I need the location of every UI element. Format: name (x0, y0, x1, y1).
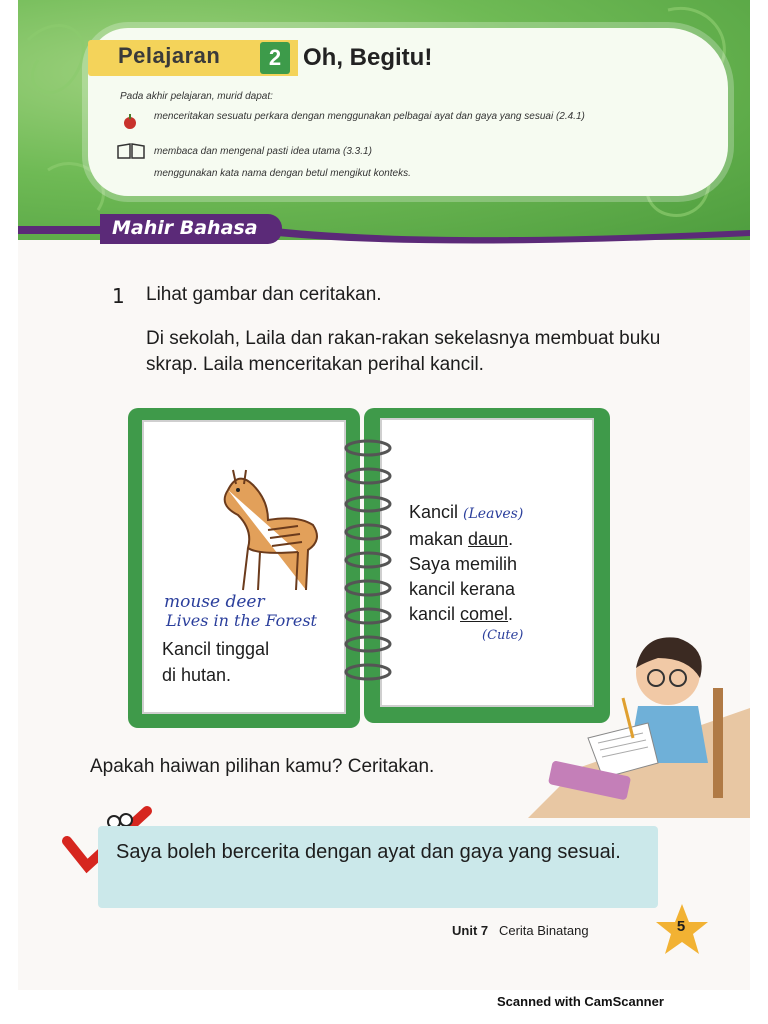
lesson-title: Oh, Begitu! (303, 44, 433, 71)
footer-unit-title: Cerita Binatang (498, 923, 589, 938)
left-text-line-2: di hutan. (162, 665, 232, 685)
question-number: 1 (112, 284, 125, 308)
objective-item-grammar: menggunakan kata nama dengan betul mengikut konteks. (154, 168, 411, 179)
underlined-word-comel: comel (460, 604, 509, 624)
right-text-line-1: Kancil (Leaves) (409, 502, 524, 522)
prompt-question: Apakah haiwan pilihan kamu? Ceritakan. (90, 756, 435, 777)
handwriting-lives-in-forest: Lives in the Forest (166, 611, 317, 630)
scanner-watermark: Scanned with CamScanner (497, 994, 664, 1009)
handwriting-cute: (Cute) (482, 628, 524, 643)
right-text-line-3: Saya memilih (409, 554, 518, 574)
handwriting-leaves: (Leaves) (463, 506, 524, 522)
lesson-label: Pelajaran (118, 43, 221, 68)
section-label: Mahir Bahasa (112, 217, 258, 239)
objectives-intro: Pada akhir pelajaran, murid dapat: (120, 91, 273, 102)
footer-unit (452, 923, 589, 938)
right-text-line-4: kancil kerana (409, 579, 516, 599)
right-text-line-2: makan daun. (409, 529, 514, 549)
scrapbook-right-text (409, 500, 579, 627)
objective-item-reading: membaca dan mengenal pasti idea utama (3.3.1) (154, 146, 372, 157)
mouse-deer-illustration (198, 460, 338, 600)
underlined-word-daun: daun (468, 529, 509, 549)
question-instruction: Lihat gambar dan ceritakan. (146, 284, 382, 305)
self-check-text: Saya boleh bercerita dengan ayat dan gaya yang sesuai. (116, 841, 621, 863)
left-text-line-1: Kancil tinggal (162, 639, 270, 659)
question-paragraph: Di sekolah, Laila dan rakan-rakan sekelasnya membuat buku skrap. Laila menceritakan perihal kancil. (146, 328, 661, 375)
girl-writing-illustration (528, 628, 750, 818)
footer-unit-label: Unit 7 (452, 923, 489, 938)
speaking-apple-icon (122, 112, 138, 130)
page-number: 5 (676, 918, 686, 935)
lesson-number: 2 (260, 42, 290, 74)
scrapbook-left-text (162, 636, 352, 688)
objective-item-speaking: menceritakan sesuatu perkara dengan menggunakan pelbagai ayat dan gaya yang sesuai (2.4.1) (154, 111, 585, 122)
right-text-line-5: kancil comel. (409, 604, 514, 624)
textbook-page (18, 0, 750, 990)
reading-book-icon (116, 142, 146, 160)
handwriting-mouse-deer: mouse deer (164, 592, 265, 612)
